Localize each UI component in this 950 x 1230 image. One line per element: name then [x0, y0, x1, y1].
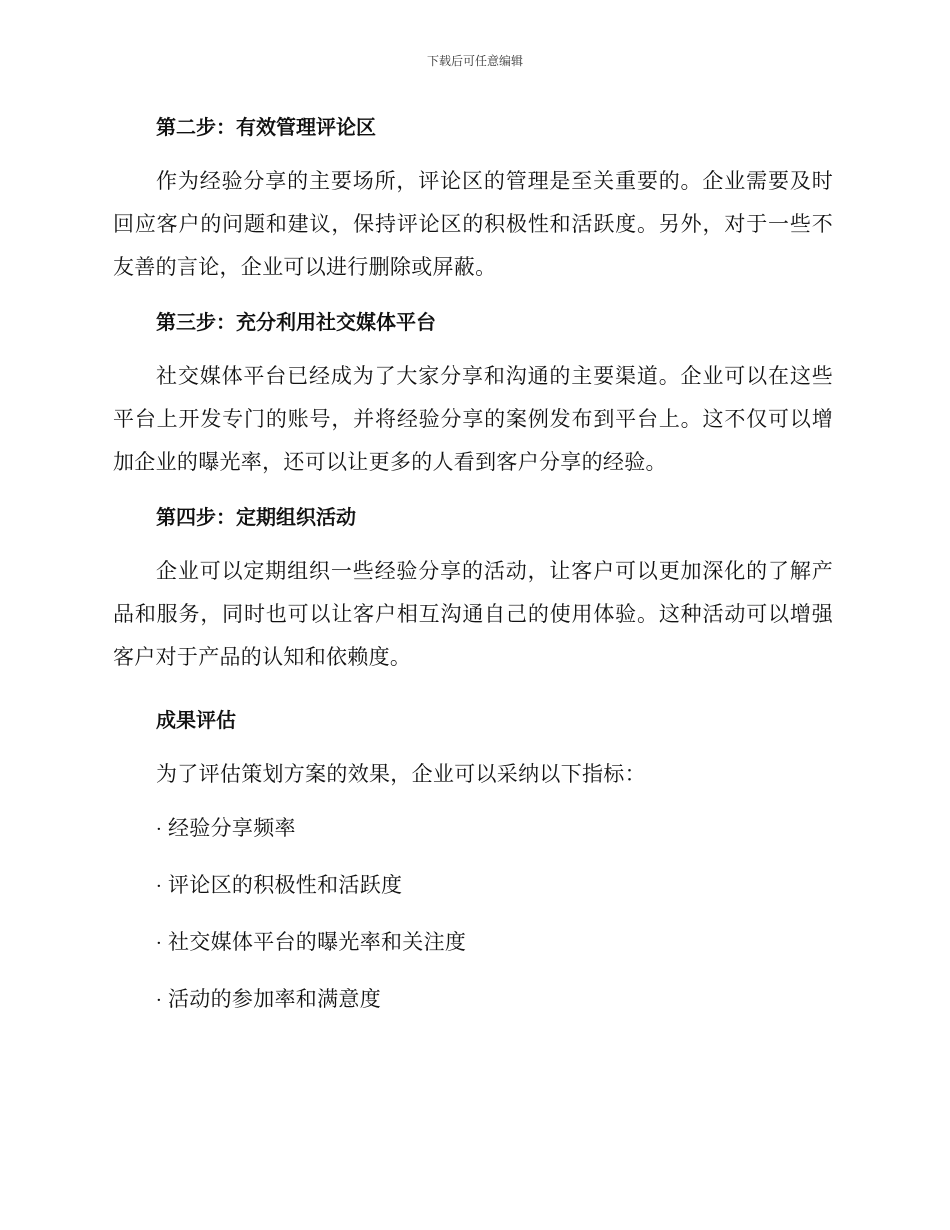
- bullet-icon: ·: [156, 990, 163, 1011]
- list-item: [113, 867, 833, 905]
- section-step-two: [113, 108, 833, 289]
- section-paragraph: 企业可以定期组织一些经验分享的活动，让客户可以更加深化的了解产品和服务，同时也可以让客户相互沟通自己的使用体验。这种活动可以增强客户对于产品的认知和依赖度。: [113, 559, 833, 669]
- list-item: [113, 810, 833, 848]
- list-item-text: 评论区的积极性和活跃度: [168, 873, 403, 897]
- section-paragraph: 作为经验分享的主要场所，评论区的管理是至关重要的。企业需要及时回应客户的问题和建议，保持评论区的积极性和活跃度。另外，对于一些不友善的言论，企业可以进行删除或屏蔽。: [113, 169, 833, 279]
- evaluation-intro: 为了评估策划方案的效果，企业可以采纳以下指标：: [156, 762, 646, 786]
- list-item: [113, 981, 833, 1019]
- section-paragraph: 社交媒体平台已经成为了大家分享和沟通的主要渠道。企业可以在这些平台上开发专门的账号，并将经验分享的案例发布到平台上。这不仅可以增加企业的曝光率，还可以让更多的人看到客户分享的经验。: [113, 364, 833, 474]
- list-item-text: 社交媒体平台的曝光率和关注度: [168, 930, 467, 954]
- section-evaluation: [113, 701, 833, 1019]
- list-item-text: 活动的参加率和满意度: [168, 987, 381, 1011]
- bullet-icon: ·: [156, 933, 163, 954]
- document-body: [113, 108, 833, 1038]
- bullet-icon: ·: [156, 876, 163, 897]
- section-heading: 第四步：定期组织活动: [156, 505, 356, 529]
- section-step-three: [113, 303, 833, 484]
- section-heading: 第三步：充分利用社交媒体平台: [156, 310, 436, 334]
- section-heading: 第二步：有效管理评论区: [156, 115, 376, 139]
- page-header: 下载后可任意编辑: [426, 54, 523, 68]
- bullet-icon: ·: [156, 819, 163, 840]
- section-step-four: [113, 498, 833, 679]
- list-item-text: 经验分享频率: [168, 816, 296, 840]
- metrics-list: [113, 810, 833, 1019]
- list-item: [113, 924, 833, 962]
- section-heading: 成果评估: [156, 708, 236, 732]
